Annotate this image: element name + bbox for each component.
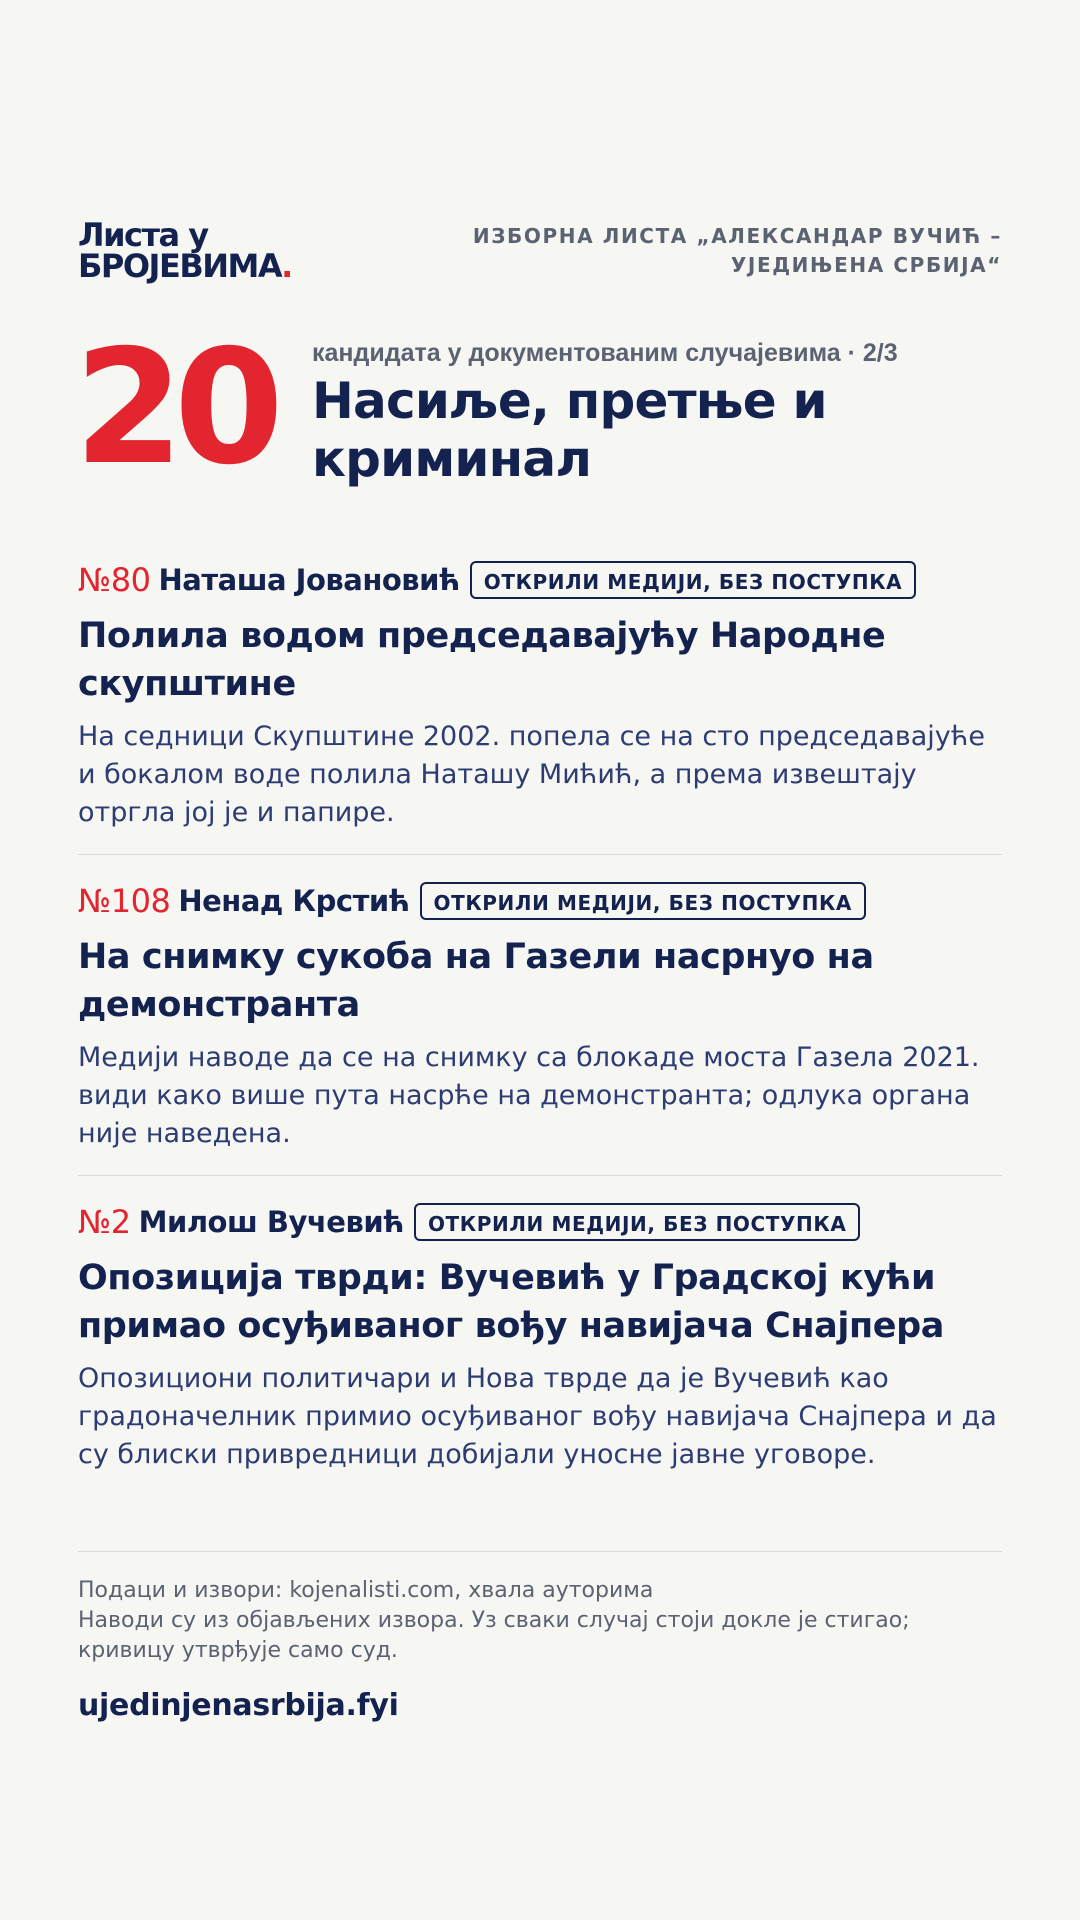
entry-meta bbox=[78, 558, 1002, 602]
hero-title-line2: криминал bbox=[312, 430, 592, 488]
list-title: ИЗБОРНА ЛИСТА „АЛЕКСАНДАР ВУЧИЋ – УЈЕДИЊЕНА СРБИЈА“ bbox=[472, 224, 1002, 277]
status-badge: ОТКРИЛИ МЕДИЈИ, БЕЗ ПОСТУПКА bbox=[470, 561, 916, 599]
footer-sources: Подаци и извори: kojenalisti.com, хвала ауторима bbox=[78, 1578, 654, 1603]
status-badge: ОТКРИЛИ МЕДИЈИ, БЕЗ ПОСТУПКА bbox=[414, 1203, 860, 1241]
entry-card bbox=[78, 1200, 1002, 1474]
entry-card bbox=[78, 879, 1002, 1153]
entry-card bbox=[78, 558, 1002, 832]
candidate-number: №108 bbox=[78, 882, 171, 920]
logo bbox=[78, 216, 292, 285]
logo-line2 bbox=[78, 247, 292, 285]
header bbox=[78, 218, 1002, 288]
hero-subtitle: кандидата у документованим случајевима · 2/3 bbox=[312, 339, 898, 367]
candidate-name: Наташа Јовановић bbox=[158, 563, 460, 597]
status-badge: ОТКРИЛИ МЕДИЈИ, БЕЗ ПОСТУПКА bbox=[420, 882, 866, 920]
candidate-number: №80 bbox=[78, 561, 151, 599]
footer-disclaimer: Наводи су из објављених извора. Уз сваки случај стоји докле је стигао; кривицу утврђује само суд. bbox=[78, 1608, 910, 1663]
candidate-name: Ненад Крстић bbox=[178, 884, 410, 918]
entry-title: На снимку сукоба на Газели насрнуо на демонстранта bbox=[78, 937, 874, 1025]
hero-title bbox=[312, 372, 827, 488]
candidate-number: №2 bbox=[78, 1203, 131, 1241]
candidate-name: Милош Вучевић bbox=[138, 1205, 404, 1239]
page bbox=[74, 0, 1002, 1920]
footer bbox=[78, 1576, 1002, 1724]
logo-line1: Листа у bbox=[78, 216, 208, 254]
divider bbox=[78, 854, 1002, 855]
hero bbox=[74, 316, 1002, 500]
logo-dot: . bbox=[281, 247, 292, 285]
entry-meta bbox=[78, 879, 1002, 923]
entry-description: Опозициони политичари и Нова тврде да је Вучевић као градоначелник примио осуђиваног вођу навијача Снајпера и да су блиски привредници добијали уносне јавне уговоре. bbox=[78, 1363, 997, 1470]
site-link[interactable]: ujedinjenasrbija.fyi bbox=[78, 1688, 399, 1723]
divider bbox=[78, 1175, 1002, 1176]
entry-description: Медији наводе да се на снимку са блокаде моста Газела 2021. види како више пута насрће на демонстранта; одлука органа није наведена. bbox=[78, 1042, 980, 1149]
candidate-count: 20 bbox=[74, 316, 274, 500]
entry-title: Полила водом председавајућу Народне скупштине bbox=[78, 616, 886, 704]
divider bbox=[78, 1551, 1002, 1552]
logo-line2-text: БРОЈЕВИМА bbox=[78, 247, 282, 285]
entry-title: Опозиција тврди: Вучевић у Градској кући примао осуђиваног вођу навијача Снајпера bbox=[78, 1258, 944, 1346]
entry-description: На седници Скупштине 2002. попела се на сто председавајуће и бокалом воде полила Наташу Мићић, а према извештају отргла јој је и папире. bbox=[78, 721, 985, 828]
entry-meta bbox=[78, 1200, 1002, 1244]
hero-title-line1: Насиље, претње и bbox=[312, 372, 827, 430]
